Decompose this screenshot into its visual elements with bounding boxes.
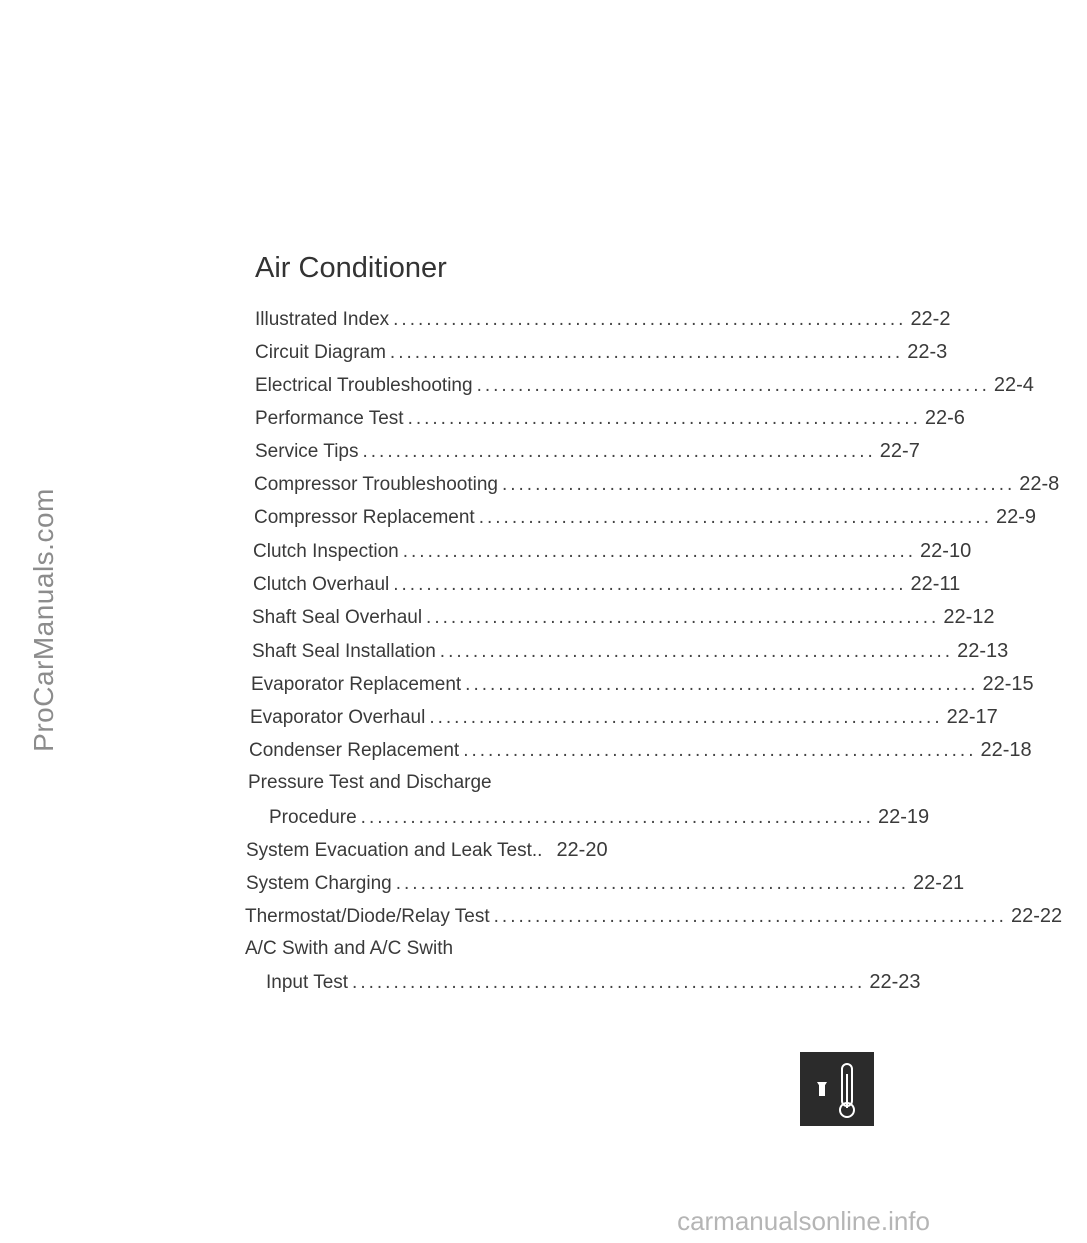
toc-page-number: 22-20 (556, 839, 608, 861)
toc-leader-dots: .............................................................. (393, 574, 907, 595)
toc-leader-dots: .............................................................. (389, 342, 904, 363)
toc-leader-dots: .............................................................. (463, 740, 977, 761)
section-tab (800, 1052, 874, 1126)
toc-label: Service Tips (255, 441, 359, 462)
toc-leader-dots: .............................................................. (426, 607, 940, 628)
toc-page-number: 22-2 (910, 308, 951, 330)
toc-leader-dots: .............................................................. (465, 674, 979, 695)
toc-page-number: 22-4 (993, 374, 1034, 396)
toc-label: System Charging (246, 873, 392, 894)
toc-label: Electrical Troubleshooting (255, 375, 473, 396)
side-watermark: ProCarManuals.com (28, 488, 59, 752)
toc-leader-dots: .............................................................. (429, 707, 943, 728)
toc-page-number: 22-3 (907, 341, 948, 363)
toc-leader-dots: .............................................................. (493, 906, 1007, 927)
toc-entry[interactable] (252, 640, 1009, 663)
toc-label: Illustrated Index (255, 309, 390, 330)
toc-label: Evaporator Overhaul (250, 707, 426, 728)
page-title: Air Conditioner (255, 252, 447, 284)
toc-page-number: 22-23 (869, 971, 921, 993)
toc-label: Shaft Seal Installation (252, 641, 436, 662)
toc-page-number: 22-6 (924, 407, 965, 429)
toc-entry[interactable] (255, 341, 948, 364)
toc-label: Circuit Diagram (255, 342, 386, 363)
toc-label: Input Test (266, 972, 349, 993)
toc-page-number: 22-8 (1019, 473, 1060, 495)
toc-entry[interactable] (254, 473, 1060, 496)
toc-page-number: 22-7 (879, 440, 920, 462)
toc-entry[interactable] (255, 308, 951, 331)
toc-entry[interactable] (251, 673, 1034, 696)
toc-entry[interactable] (255, 407, 965, 430)
toc-label: Clutch Overhaul (253, 574, 390, 595)
toc-page-number: 22-17 (946, 706, 998, 728)
toc-entry[interactable] (245, 905, 1063, 928)
toc-label: Evaporator Replacement (251, 674, 462, 695)
toc-page-number: 22-18 (980, 739, 1032, 761)
toc-label: System Evacuation and Leak Test.. (246, 840, 543, 861)
toc-label: Performance Test (255, 408, 404, 429)
toc-page-number: 22-22 (1010, 905, 1063, 927)
toc-entry[interactable] (269, 806, 930, 829)
toc-page-number: 22-19 (877, 806, 930, 828)
toc-entry[interactable] (246, 872, 965, 895)
toc-leader-dots: .............................................................. (407, 408, 921, 429)
toc-entry[interactable] (255, 374, 1034, 397)
thermometer-icon (800, 1052, 874, 1126)
toc-entry[interactable] (255, 440, 920, 463)
toc-entry[interactable] (246, 839, 673, 862)
toc-entry[interactable] (249, 739, 1032, 762)
toc-label-first-line[interactable]: A/C Swith and A/C Swith (245, 938, 454, 959)
toc-label: Compressor Troubleshooting (254, 474, 498, 495)
toc-leader-dots: .............................................................. (402, 541, 917, 562)
toc-leader-dots: .............................................................. (393, 309, 907, 330)
toc-page-number: 22-10 (920, 540, 972, 562)
toc-page-number: 22-11 (910, 573, 961, 595)
toc-page-number: 22-15 (982, 673, 1034, 695)
toc-label: Condenser Replacement (249, 740, 460, 761)
toc-label: Procedure (269, 807, 357, 828)
toc-leader-dots: .............................................................. (501, 474, 1016, 495)
toc-entry[interactable] (253, 540, 972, 563)
toc-entry[interactable] (250, 706, 998, 729)
toc-label: Clutch Inspection (253, 541, 399, 562)
toc-leader-dots: .............................................................. (395, 873, 910, 894)
toc-leader-dots: .............................................................. (476, 375, 990, 396)
toc-page-number: 22-9 (996, 506, 1037, 528)
toc-page-number: 22-13 (957, 640, 1009, 662)
toc-leader-dots: .............................................................. (439, 641, 954, 662)
bottom-watermark: carmanualsonline.info (677, 1206, 930, 1236)
toc-label: Compressor Replacement (254, 507, 475, 528)
toc-leader-dots: .............................................................. (362, 441, 876, 462)
toc-entry[interactable] (266, 971, 921, 994)
toc-leader-dots: .............................................................. (360, 807, 874, 828)
toc-label: Thermostat/Diode/Relay Test (245, 906, 490, 927)
toc-page-number: 22-12 (943, 606, 995, 628)
toc-page-number: 22-21 (913, 872, 965, 894)
toc-leader-dots: .............................................................. (352, 972, 866, 993)
toc-label-first-line[interactable]: Pressure Test and Discharge (248, 772, 492, 793)
toc-entry[interactable] (254, 506, 1037, 529)
toc-leader-dots: .............................................................. (478, 507, 992, 528)
toc-entry[interactable] (252, 606, 995, 629)
toc-entry[interactable] (253, 573, 961, 596)
toc-label: Shaft Seal Overhaul (252, 607, 423, 628)
